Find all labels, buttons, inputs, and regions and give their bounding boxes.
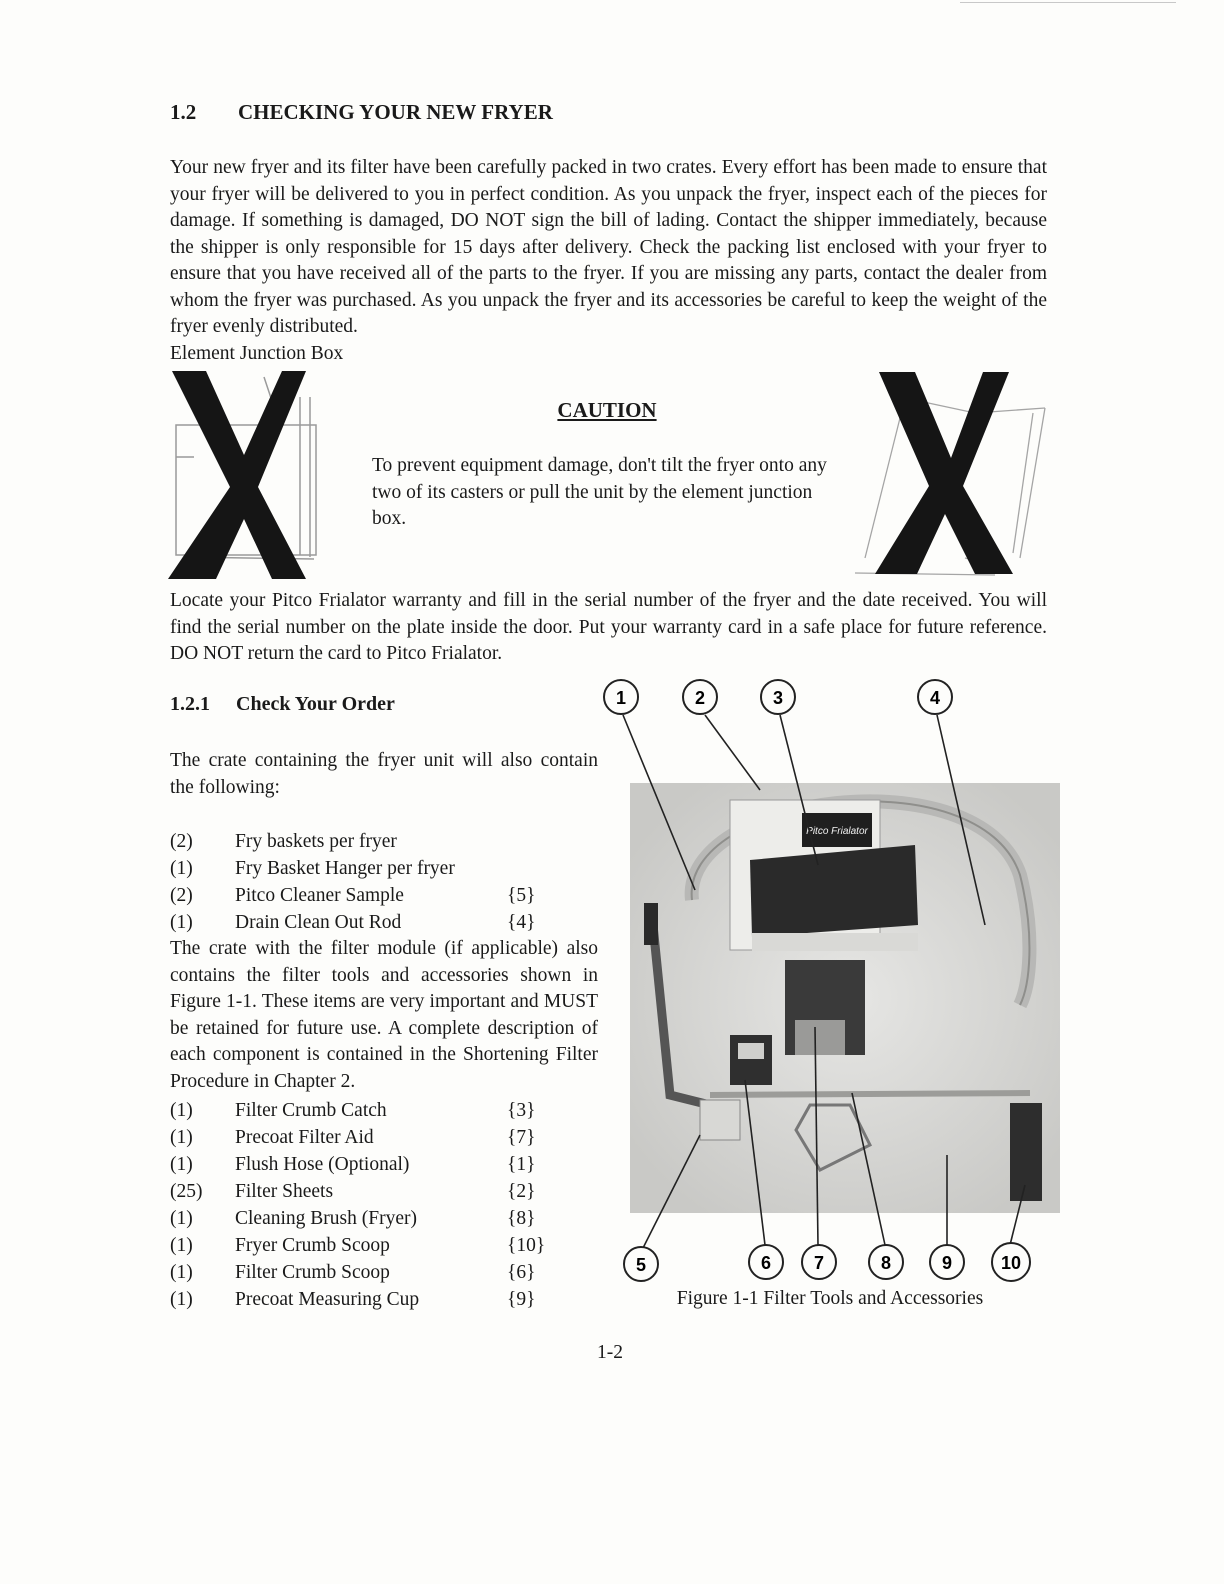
item-name: Filter Sheets [235,1181,334,1202]
crate-items-list [170,828,557,936]
precoat-measuring-cup [730,1035,772,1085]
callout-7 [802,1245,836,1279]
list-item [170,1286,557,1313]
callout-9 [930,1245,964,1279]
item-qty: (1) [170,1262,193,1283]
filter-items-list [170,1097,557,1313]
section-number: 1.2 [170,100,197,124]
item-name: Fry Basket Hanger per fryer [235,858,455,879]
subsection-number: 1.2.1 [170,693,210,715]
list-item [170,882,557,909]
filter-paragraph: The crate with the filter module (if applicable) also contains the filter tools and accessories shown in Figure 1-1. These items are very important and MUST be retained for future use. A complete description of each component is contained in the Shortening Filter Procedure in Chapter 2. [170,938,598,1092]
callout-8 [869,1245,903,1279]
callout-number: 8 [880,1253,892,1273]
callout-10 [992,1243,1030,1281]
item-name: Flush Hose (Optional) [235,1154,410,1175]
item-qty: (25) [170,1181,203,1202]
item-name: Filter Crumb Catch [235,1100,387,1121]
item-ref: {5} [507,885,536,906]
callout-number: 4 [929,688,941,708]
list-item [170,1097,557,1124]
callout-3 [761,680,795,714]
item-ref: {6} [507,1262,536,1283]
list-item [170,1232,557,1259]
fryer-tilted-crossed-illustration [845,368,1050,578]
callout-number: 10 [1000,1253,1022,1273]
item-ref [507,855,557,882]
element-junction-box-label: Element Junction Box [170,343,344,364]
callout-4 [918,680,952,714]
item-ref: {7} [507,1127,536,1148]
callout-number: 6 [760,1253,772,1273]
item-qty: (1) [170,1235,193,1256]
list-item [170,1151,557,1178]
callout-number: 9 [941,1253,953,1273]
item-ref: {3} [507,1100,536,1121]
figure-caption: Figure 1-1 Filter Tools and Accessories [676,1288,984,1309]
item-qty: (1) [170,1289,193,1310]
callout-number: 5 [635,1255,647,1275]
list-item [170,1124,557,1151]
item-name: Precoat Measuring Cup [235,1289,420,1310]
fryer-crumb-scoop [1010,1103,1042,1201]
intro-paragraph: Your new fryer and its filter have been carefully packed in two crates. Every effort has been made to ensure that your fryer will be delivered to you in perfect condition. As you unpack the fryer, inspect each of the pieces for damage. If something is damaged, DO NOT sign the bill of lading. Contact the shipper immediately, because the shipper is only responsible for 15 days after delivery. Check the packing list enclosed with your fryer to ensure that you have received all of the parts to the fryer. If you are missing any parts, contact the dealer from whom the fryer was purchased. As you unpack the fryer and its accessories be careful to keep the weight of the fryer evenly distributed. [170,157,1047,337]
callout-6 [749,1245,783,1279]
item-qty: (2) [170,831,193,852]
item-qty: (1) [170,1208,193,1229]
callout-number: 7 [813,1253,825,1273]
callout-number: 1 [615,688,627,708]
caution-text: To prevent equipment damage, don't tilt the fryer onto any two of its casters or pull the unit by the element junction box. [372,455,827,529]
subsection-title: Check Your Order [236,693,395,715]
crate-intro-paragraph: The crate containing the fryer unit will also contain the following: [170,750,598,798]
page-number: 1-2 [597,1342,623,1363]
list-item [170,855,557,882]
subsection-heading [170,693,395,716]
cross-x-mark [875,372,1013,574]
callout-number: 3 [772,688,784,708]
cleaning-brush-rod [710,1093,1030,1095]
item-ref [507,828,557,855]
scan-edge-line [960,2,1176,3]
item-qty: (1) [170,912,193,933]
list-item [170,909,557,936]
warranty-paragraph: Locate your Pitco Frialator warranty and fill in the serial number of the fryer and the date received. You will find the serial number on the plate inside the door. Put your warranty card in a safe place for future reference. DO NOT return the card to Pitco Frialator. [170,590,1047,664]
item-qty: (1) [170,1154,193,1175]
item-ref: {4} [507,912,536,933]
item-name: Filter Crumb Scoop [235,1262,390,1283]
caution-heading: CAUTION [557,398,657,422]
item-name: Drain Clean Out Rod [235,912,402,933]
callout-number: 2 [694,688,706,708]
cross-x-mark [168,371,306,579]
item-name: Fryer Crumb Scoop [235,1235,390,1256]
cleaner-sample-packets [700,1100,740,1140]
item-name: Cleaning Brush (Fryer) [235,1208,417,1229]
item-name: Fry baskets per fryer [235,831,397,852]
item-qty: (1) [170,1100,193,1121]
list-item [170,1259,557,1286]
list-item [170,1205,557,1232]
filter-crumb-catch [750,845,918,937]
pitco-brand-text: Pitco Frialator [806,826,868,837]
callout-1 [604,680,638,714]
callout-5 [624,1247,658,1281]
item-ref: {8} [507,1208,536,1229]
item-ref: {1} [507,1154,536,1175]
section-title: CHECKING YOUR NEW FRYER [238,100,553,124]
item-name: Precoat Filter Aid [235,1127,374,1148]
section-heading [170,100,553,125]
fryer-front-crossed-illustration [164,367,324,582]
item-ref: {10} [507,1235,546,1256]
filter-tools-photo [600,675,1060,1287]
list-item [170,828,557,855]
item-ref: {2} [507,1181,536,1202]
item-qty: (1) [170,1127,193,1148]
callout-2 [683,680,717,714]
item-ref: {9} [507,1289,536,1310]
item-qty: (2) [170,885,193,906]
list-item [170,1178,557,1205]
item-name: Pitco Cleaner Sample [235,885,404,906]
item-qty: (1) [170,858,193,879]
